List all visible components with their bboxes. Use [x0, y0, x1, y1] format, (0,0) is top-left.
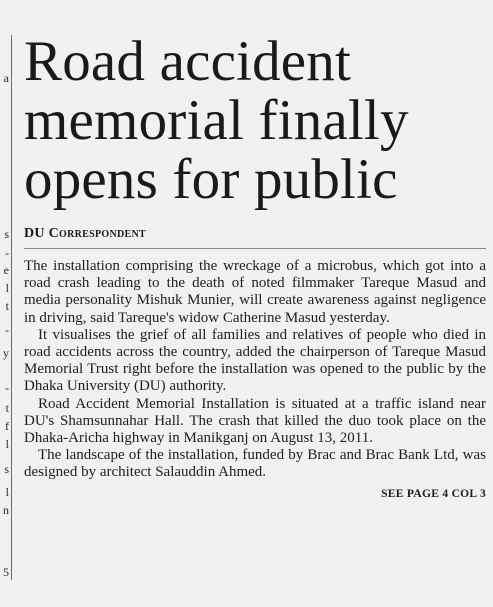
news-article: [24, 0, 486, 500]
adjacent-column-char: t: [5, 299, 9, 313]
continuation-jump-line: SEE PAGE 4 COL 3: [381, 487, 486, 500]
article-body: [24, 258, 486, 482]
adjacent-column-fragment: [0, 0, 9, 607]
adjacent-column-char: t: [5, 401, 9, 415]
adjacent-column-char: -: [5, 246, 9, 260]
article-byline: DU Correspondent: [24, 226, 146, 241]
article-paragraph: The installation comprising the wreckage of a microbus, which got into a road crash leading to the death of noted filmmaker Tareque Masud and media personality Mishuk Munier, will create awareness against negligence in driving, said Tareque's widow Catherine Masud yesterday.: [24, 258, 486, 326]
article-paragraph: It visualises the grief of all families and relatives of people who died in road accidents across the country, added the chairperson of Tareque Masud Memorial Trust right before the installation was opened to the public by the Dhaka University (DU) authority.: [24, 326, 486, 395]
article-headline: Road accident memorial finally opens for public: [24, 30, 409, 211]
column-divider-rule: [11, 35, 12, 580]
adjacent-column-char: -: [5, 381, 9, 395]
adjacent-column-char: l: [5, 485, 9, 499]
adjacent-column-char: e: [3, 263, 9, 277]
adjacent-column-char: y: [3, 346, 9, 360]
adjacent-column-char: s: [4, 462, 9, 476]
adjacent-column-char: n: [3, 503, 9, 517]
byline-divider: [24, 248, 486, 249]
article-paragraph: Road Accident Memorial Installation is situated at a traffic island near DU's Shamsunnahar Hall. The crash that killed the duo took place on the Dhaka-Aricha highway in Manikganj on August 13, 2011.: [24, 395, 486, 447]
adjacent-column-char: s: [4, 227, 9, 241]
adjacent-column-char: l: [5, 281, 9, 295]
adjacent-column-char: -: [5, 323, 9, 337]
article-paragraph: The landscape of the installation, funded by Brac and Brac Bank Ltd, was designed by architect Salauddin Ahmed.: [24, 447, 486, 481]
adjacent-column-char: 5: [3, 565, 9, 579]
adjacent-column-char: l: [5, 437, 9, 451]
adjacent-column-char: f: [5, 419, 9, 433]
adjacent-column-char: a: [3, 71, 9, 85]
